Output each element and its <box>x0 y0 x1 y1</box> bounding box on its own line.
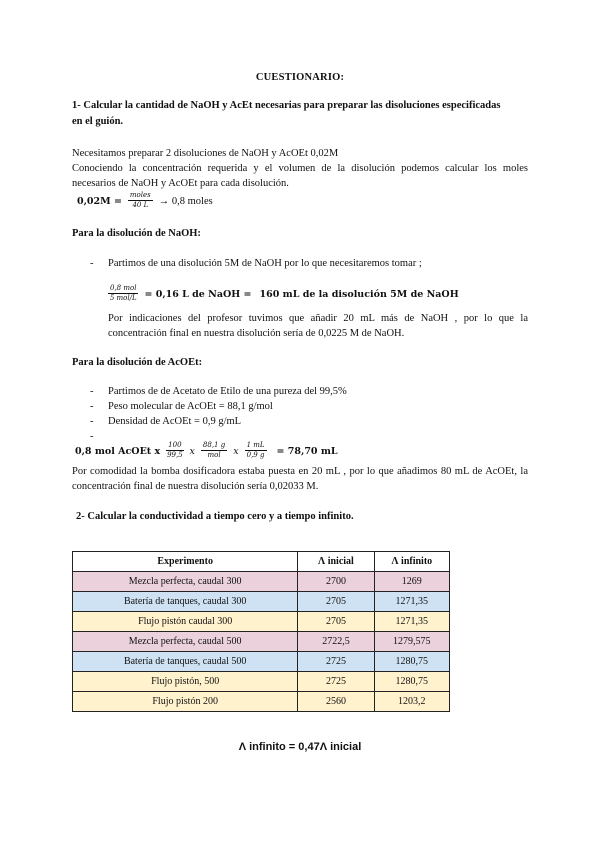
table-row <box>73 692 450 712</box>
cell-inicial: 2722,5 <box>298 632 374 652</box>
acoet-eq-result: = 78,70 mL <box>276 446 338 458</box>
cell-experimento: Batería de tanques, caudal 300 <box>73 592 298 612</box>
cell-inicial: 2560 <box>298 692 374 712</box>
cell-experimento: Mezcla perfecta, caudal 500 <box>73 632 298 652</box>
naoh-fraction <box>108 284 138 303</box>
cell-infinito: 1280,75 <box>374 672 449 692</box>
naoh-bullet-dash: - <box>90 258 94 269</box>
eq1-numerator: moles <box>129 191 151 199</box>
naoh-denominator: 5 mol/L <box>109 294 137 302</box>
eq1-fraction <box>128 191 153 210</box>
conclusion-formula: Λ infinito = 0,47Λ inicial <box>238 741 362 753</box>
table-row <box>73 592 450 612</box>
table-row <box>73 612 450 632</box>
cell-infinito: 1203,2 <box>374 692 449 712</box>
question-1-heading-line1: 1- Calcular la cantidad de NaOH y AcEt necesarias para preparar las disoluciones especificadas <box>72 100 501 111</box>
table-row <box>73 652 450 672</box>
acoet-bullet-purity: Partimos de de Acetato de Etilo de una pureza del 99,5% <box>108 386 347 397</box>
cell-infinito: 1280,75 <box>374 652 449 672</box>
q1-paragraph-1: Necesitamos preparar 2 disoluciones de NaOH y AcOEt 0,02M <box>72 148 339 159</box>
acoet-fraction-purity <box>166 441 183 460</box>
acoet-f1-denominator: 99,5 <box>167 451 183 459</box>
cell-infinito: 1271,35 <box>374 612 449 632</box>
table-row <box>73 632 450 652</box>
header-lambda-infinito: Λ infinito <box>374 552 449 572</box>
equation-acoet <box>75 441 338 460</box>
acoet-fraction-mw <box>201 441 227 460</box>
equation-moles <box>77 191 213 210</box>
cell-experimento: Mezcla perfecta, caudal 300 <box>73 572 298 592</box>
acoet-f3-numerator: 1 mL <box>246 441 265 449</box>
cell-inicial: 2725 <box>298 652 374 672</box>
acoet-f2-denominator: mol <box>207 451 221 459</box>
naoh-paragraph: Por indicaciones del profesor tuvimos que añadir 20 mL más de NaOH , por lo que la concentración final en nuestra disolución sería de 0,0225 M de NaOH. <box>108 313 528 339</box>
acoet-f1-numerator: 100 <box>168 441 182 449</box>
cell-inicial: 2700 <box>298 572 374 592</box>
header-experimento: Experimento <box>73 552 298 572</box>
eq1-rhs: → 0,8 moles <box>158 196 213 208</box>
page-title: CUESTIONARIO: <box>255 72 345 83</box>
acoet-paragraph: Por comodidad la bomba dosificadora estaba puesta en 20 mL , por lo que añadimos 80 mL de AcOEt, la concentración final de nuestra disolución sería 0,02033 M. <box>72 466 528 492</box>
cell-experimento: Batería de tanques, caudal 500 <box>73 652 298 672</box>
acoet-f3-denominator: 0,9 g <box>246 451 265 459</box>
conductivity-table <box>72 551 450 712</box>
naoh-eq-rhs: 160 mL de la disolución 5M de NaOH <box>259 289 459 301</box>
naoh-eq-mid: = 0,16 L de NaOH = <box>144 289 252 301</box>
cell-inicial: 2725 <box>298 672 374 692</box>
acoet-bullet-dash: - <box>90 416 94 427</box>
times-sign: x <box>233 446 239 458</box>
cell-experimento: Flujo pistón 200 <box>73 692 298 712</box>
cell-experimento: Flujo pistón caudal 300 <box>73 612 298 632</box>
cell-inicial: 2705 <box>298 612 374 632</box>
question-1-heading-line2: en el guión. <box>72 116 124 127</box>
question-2-heading: 2- Calcular la conductividad a tiempo cero y a tiempo infinito. <box>76 511 354 522</box>
acoet-f2-numerator: 88,1 g <box>202 441 226 449</box>
cell-infinito: 1279,575 <box>374 632 449 652</box>
cell-inicial: 2705 <box>298 592 374 612</box>
acoet-bullet-dash: - <box>90 386 94 397</box>
naoh-bullet: Partimos de una disolución 5M de NaOH por lo que necesitaremos tomar ; <box>108 258 422 269</box>
naoh-heading: Para la disolución de NaOH: <box>72 228 201 239</box>
header-lambda-inicial: Λ inicial <box>298 552 374 572</box>
cell-infinito: 1269 <box>374 572 449 592</box>
acoet-bullet-mw: Peso molecular de AcOEt = 88,1 g/mol <box>108 401 273 412</box>
acoet-bullet-dash: - <box>90 431 94 442</box>
acoet-fraction-density <box>245 441 267 460</box>
acoet-eq-start: 0,8 mol AcOEt x <box>75 446 161 458</box>
acoet-bullet-dash: - <box>90 401 94 412</box>
naoh-numerator: 0,8 mol <box>110 284 137 292</box>
equation-naoh <box>106 284 459 303</box>
table-row <box>73 572 450 592</box>
acoet-heading: Para la disolución de AcOEt: <box>72 357 203 368</box>
q1-paragraph-2: Conociendo la concentración requerida y el volumen de la disolución podemos calcular los moles necesarios de NaOH y AcOEt para cada disolución. <box>72 163 528 189</box>
times-sign: x <box>189 446 195 458</box>
table-header-row <box>73 552 450 572</box>
eq1-lhs: 0,02M = <box>77 196 122 208</box>
table-row <box>73 672 450 692</box>
acoet-bullet-density: Densidad de AcOEt = 0,9 g/mL <box>108 416 242 427</box>
cell-infinito: 1271,35 <box>374 592 449 612</box>
cell-experimento: Flujo pistón, 500 <box>73 672 298 692</box>
eq1-denominator: 40 L <box>132 201 149 209</box>
